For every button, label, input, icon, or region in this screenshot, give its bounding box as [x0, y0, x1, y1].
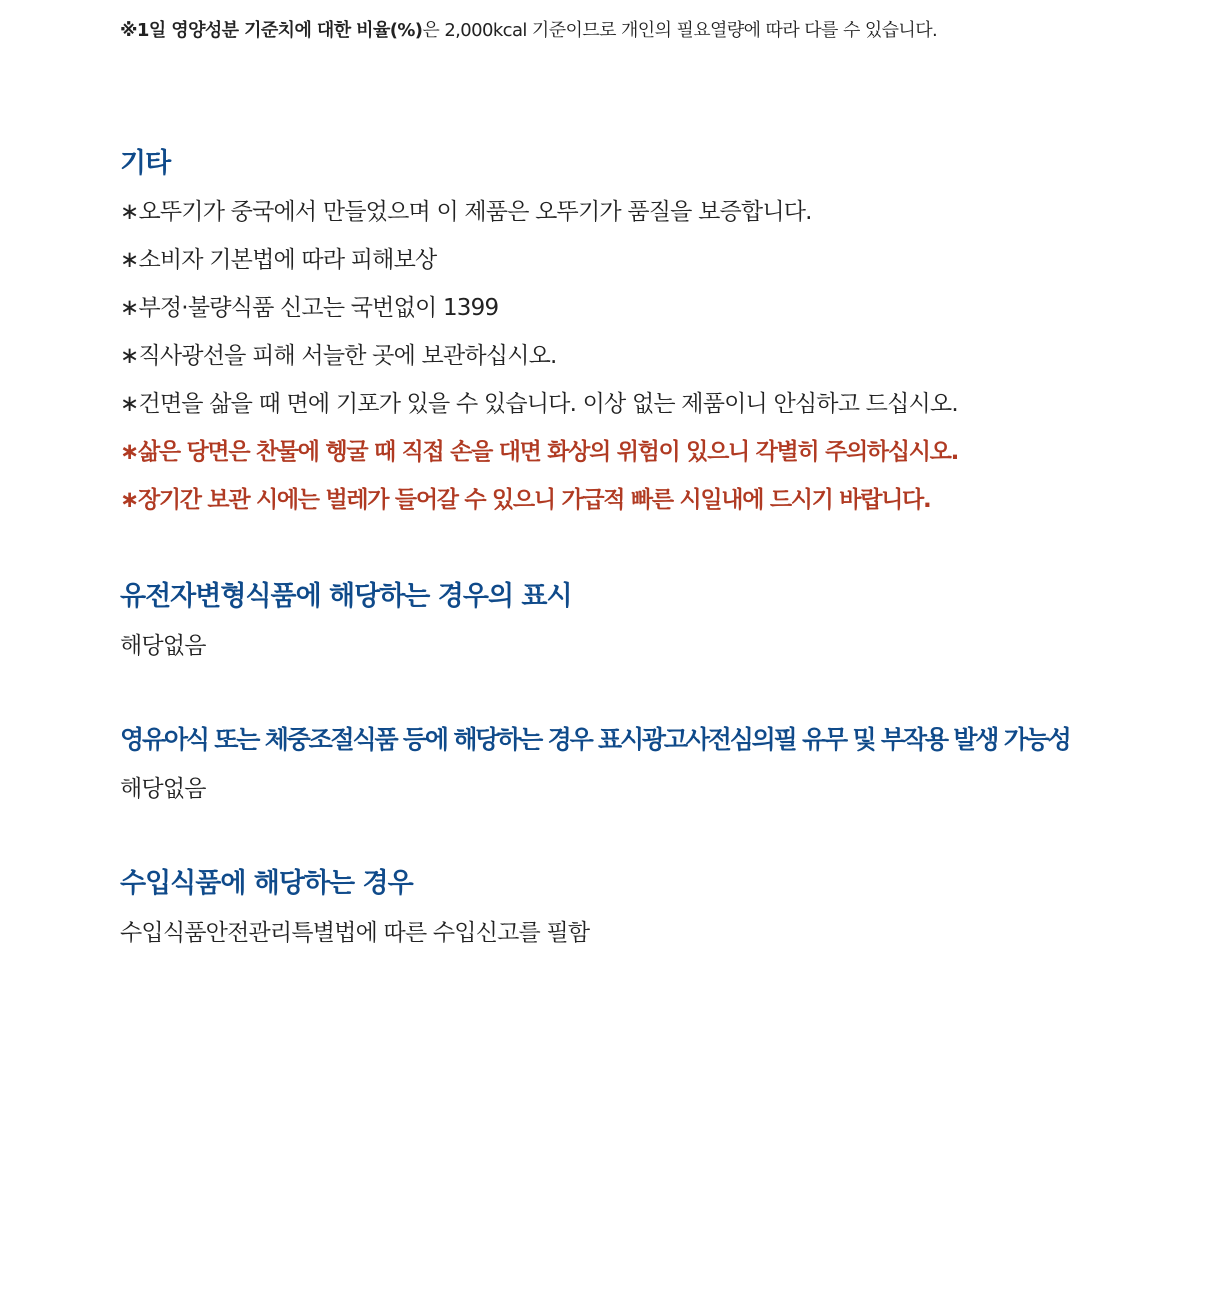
footnote-text: 은 2,000kcal 기준이므로 개인의 필요열량에 따라 다를 수 있습니다.: [422, 20, 938, 41]
section-gmo: [120, 579, 1120, 663]
section-title-import: 수입식품에 해당하는 경우: [120, 868, 413, 899]
etc-list: [120, 188, 1120, 524]
section-infant-diet: [120, 722, 1120, 806]
section-etc: [120, 146, 1120, 524]
nutrition-footnote: [120, 18, 937, 44]
footnote-bold: ※1일 영양성분 기준치에 대한 비율(%): [120, 20, 423, 41]
section-title-infant-diet: 영유아식 또는 체중조절식품 등에 해당하는 경우 표시광고사전심의필 유무 및 부작용 발생 가능성: [120, 725, 1070, 754]
warning-line: ∗장기간 보관 시에는 벌레가 들어갈 수 있으니 가급적 빠른 시일내에 드시기 바랍니다.: [120, 487, 931, 513]
section-import: [120, 866, 1120, 950]
section-title-etc: 기타: [120, 148, 171, 179]
gmo-value: 해당없음: [120, 633, 206, 659]
section-title-gmo: 유전자변형식품에 해당하는 경우의 표시: [120, 581, 572, 612]
import-value: 수입식품안전관리특별법에 따른 수입신고를 필함: [120, 920, 590, 946]
etc-line: ∗부정·불량식품 신고는 국번없이 1399: [120, 295, 499, 321]
etc-line: ∗소비자 기본법에 따라 피해보상: [120, 247, 437, 273]
warning-line: ∗삶은 당면은 찬물에 헹굴 때 직접 손을 대면 화상의 위험이 있으니 각별히 주의하십시오.: [120, 439, 959, 465]
etc-line: ∗건면을 삶을 때 면에 기포가 있을 수 있습니다. 이상 없는 제품이니 안심하고 드십시오.: [120, 391, 958, 417]
etc-line: ∗직사광선을 피해 서늘한 곳에 보관하십시오.: [120, 343, 557, 369]
etc-line: ∗오뚜기가 중국에서 만들었으며 이 제품은 오뚜기가 품질을 보증합니다.: [120, 199, 812, 225]
infant-diet-value: 해당없음: [120, 776, 206, 802]
